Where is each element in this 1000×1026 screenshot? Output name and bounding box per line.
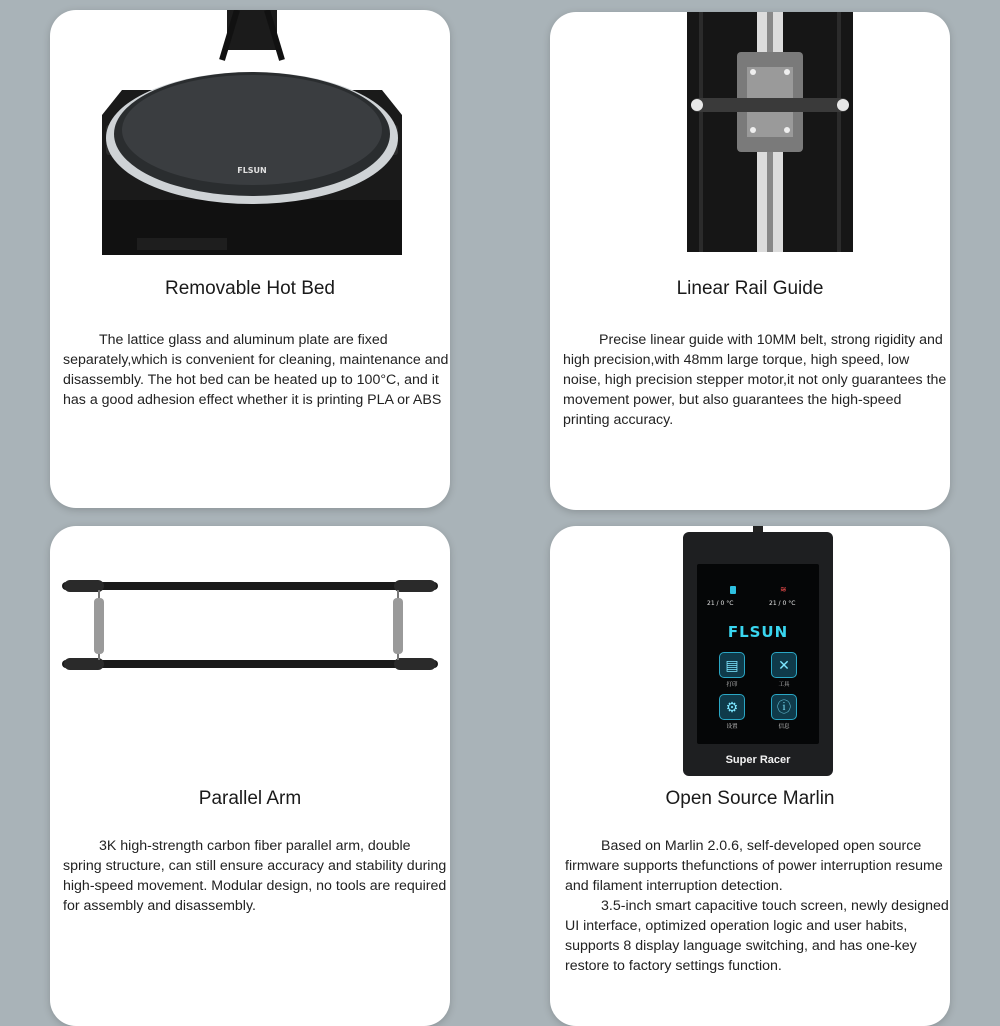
button-label: 设置 — [726, 724, 738, 730]
button-label: 工具 — [778, 682, 790, 688]
card-description — [565, 836, 950, 976]
button-label: 信息 — [778, 724, 790, 730]
card-heading: Removable Hot Bed — [164, 278, 336, 299]
description-paragraph: The lattice glass and aluminum plate are fixed separately,which is convenient for cleaning, maintenance and disassembly. The hot bed can be heated up to 100°C, and it has a good adhesion effect whether it is printing PLA or ABS — [63, 332, 449, 408]
parallel-arm-image — [60, 574, 440, 684]
card-removable-hot-bed — [50, 10, 450, 508]
card-description — [63, 836, 448, 916]
print-icon: ▤ — [719, 652, 745, 678]
description-paragraph: Based on Marlin 2.0.6, self-developed open source firmware supports thefunctions of power interruption resume and filament interruption detection. — [565, 838, 943, 894]
description-paragraph: 3K high-strength carbon fiber parallel arm, double spring structure, can still ensure accuracy and stability during high-speed movement. Modular design, no tools are required for assembly and disassembly. — [63, 838, 447, 914]
card-description — [63, 330, 450, 410]
card-heading: Parallel Arm — [198, 788, 302, 809]
card-open-source-marlin — [550, 526, 950, 1026]
description-paragraph: 3.5-inch smart capacitive touch screen, newly designed UI interface, optimized operation logic and user habits, supports 8 display language switching, and has one-key restore to factory settings function. — [565, 898, 949, 974]
bed-logo: FLSUN — [237, 166, 267, 175]
card-heading: Linear Rail Guide — [676, 278, 824, 299]
bed-temp: 21 / 0 °C — [769, 600, 796, 607]
hot-bed-image — [102, 10, 402, 255]
touch-screen-display — [697, 564, 819, 744]
device-label: Super Racer — [725, 754, 791, 766]
card-description — [563, 330, 948, 430]
card-linear-rail-guide — [550, 12, 950, 510]
description-paragraph: Precise linear guide with 10MM belt, strong rigidity and high precision,with 48mm large torque, high speed, low noise, high precision stepper motor,it not only guarantees the movement power, but also guarantees the high-speed printing accuracy. — [563, 332, 947, 428]
tools-icon: ✕ — [771, 652, 797, 678]
button-label: 打印 — [726, 682, 738, 688]
info-icon: ⓘ — [771, 694, 797, 720]
card-parallel-arm — [50, 526, 450, 1026]
nozzle-temp: 21 / 0 °C — [707, 600, 734, 607]
settings-icon: ⚙ — [719, 694, 745, 720]
card-heading: Open Source Marlin — [665, 788, 835, 809]
screen-logo: FLSUN — [727, 623, 789, 641]
touch-screen-image — [683, 532, 833, 776]
nozzle-icon — [730, 586, 736, 594]
heat-icon: ≋ — [780, 585, 787, 594]
linear-rail-image — [687, 12, 853, 252]
